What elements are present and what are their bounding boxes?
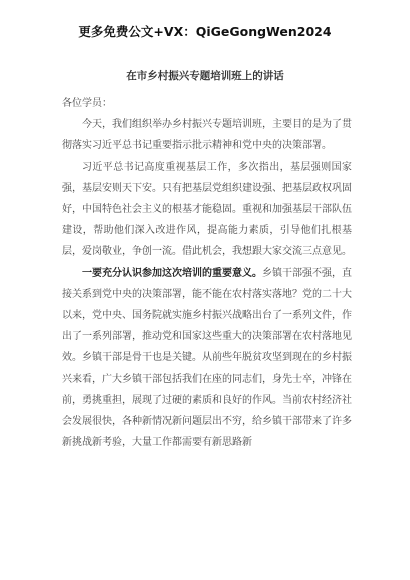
paragraph-3-heading: 一要充分认识参加这次培训的重要意义。 [82,267,262,279]
paragraph-2 [62,157,352,263]
paragraph-1 [62,114,352,156]
paragraph-1-text: 今天，我们组织举办乡村振兴专题培训班，主要目的是为了贯彻落实习近平总书记重要指示批示精神和党中央的决策部署。 [62,119,352,152]
paragraph-3-text: 乡镇干部强不强，直接关系到党中央的决策部署，能不能在农村落实落地？党的二十大以来，党中央、国务院就实施乡村振兴战略出台了一系列文件，作出了一系列部署，推动党和国家这些重大的决策部署在农村落地见效。乡镇干部是骨干也是关键。从前些年脱贫攻坚到现在的乡村振兴来看，广大乡镇干部包括我们在座的同志们，身先士卒，冲锋在前，勇挑重担，展现了过硬的素质和良好的作风。当前农村经济社会发展很快，各种新情况新问题层出不穷，给乡镇干部带来了许多新挑战新考验，大量工作都需要有新思路新 [62,267,352,449]
paragraph-3 [62,263,352,454]
promo-header: 更多免费公文+VX：QiGeGongWen2024 [78,24,332,39]
paragraph-2-text: 习近平总书记高度重视基层工作，多次指出，基层强则国家强，基层安则天下安。只有把基层党组织建设强、把基层政权巩固好，中国特色社会主义的根基才能稳固。重视和加强基层干部队伍建设，帮助他们深入改进作风，提高能力素质，引导他们扎根基层，爱岗敬业，争创一流。借此机会，我想跟大家交流三点意见。 [62,161,352,258]
document-body [62,93,352,453]
salutation: 各位学员： [62,98,112,109]
document-title: 在市乡村振兴专题培训班上的讲话 [126,70,284,82]
